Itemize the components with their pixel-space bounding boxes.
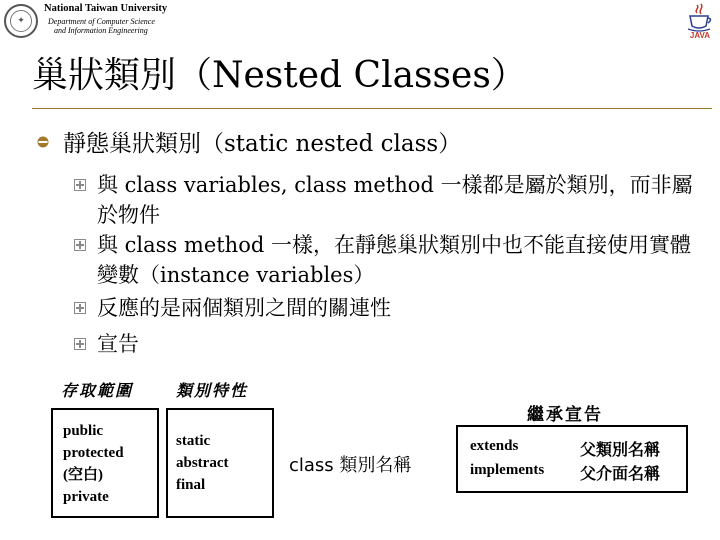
department-name: Department of Computer Science and Information Engineering: [48, 17, 155, 35]
modifier: public: [63, 423, 104, 439]
inherit-header: 繼承宣告: [527, 405, 603, 425]
bullet-item: 宣告: [97, 332, 139, 356]
class-modifiers-box: [166, 408, 274, 518]
modifier: final: [176, 477, 206, 493]
implements-keyword: implements: [470, 462, 545, 478]
parent-class-name: 父類別名稱: [580, 442, 661, 459]
university-seal-icon: ✦: [4, 4, 38, 38]
title-divider: [32, 108, 712, 109]
modifier: static: [176, 433, 211, 449]
level1-heading: 靜態巢狀類別（static nested class）: [63, 131, 462, 157]
class-name-label: class 類別名稱: [289, 455, 412, 476]
access-modifiers-box: [51, 408, 159, 518]
bullet-item: 與 class method 一樣，在靜態巢狀類別中也不能直接使用實體變數（instance variables）: [97, 233, 691, 287]
modifier: abstract: [176, 455, 229, 471]
bullet-l2-icon: [74, 239, 86, 251]
bullet-item: 反應的是兩個類別之間的關連性: [97, 296, 391, 320]
extends-keyword: extends: [470, 438, 519, 454]
access-header: 存取範圍: [61, 381, 134, 400]
bullet-l2-icon: [74, 338, 86, 350]
modifier: protected: [63, 445, 124, 461]
bullet-l1-icon: [37, 136, 49, 148]
parent-interface-name: 父介面名稱: [580, 466, 661, 483]
bullet-l2-icon: [74, 179, 86, 191]
java-logo-icon: [684, 2, 716, 40]
university-name: National Taiwan University: [44, 3, 168, 14]
modifier: (空白): [63, 467, 103, 483]
inherit-box: [456, 425, 688, 493]
bullet-item: 與 class variables, class method 一樣都是屬於類別，而非屬於物件: [97, 173, 693, 227]
bullet-l2-icon: [74, 302, 86, 314]
slide-title: 巢狀類別（Nested Classes）: [32, 55, 527, 96]
svg-text:JAVA: JAVA: [689, 31, 711, 40]
class-props-header: 類別特性: [176, 381, 249, 400]
modifier: private: [63, 489, 109, 505]
